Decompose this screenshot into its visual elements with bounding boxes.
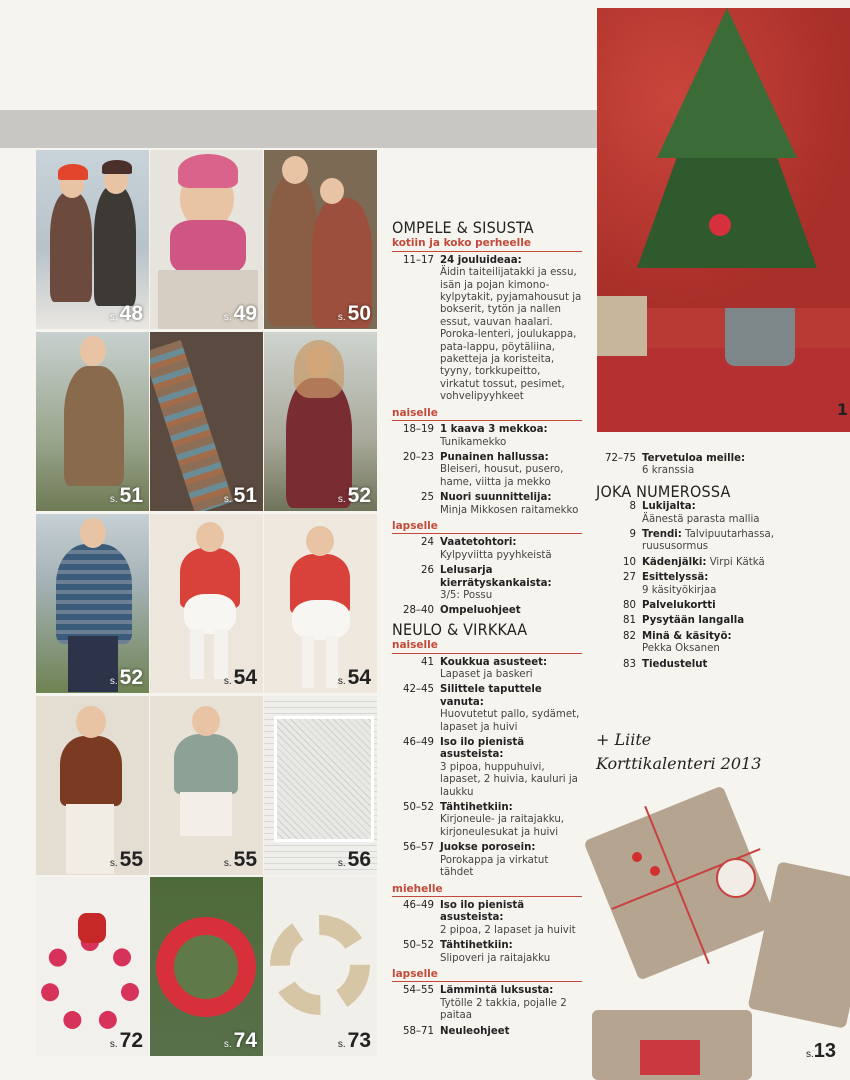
toc-entry[interactable]: 25 Nuori suunnittelija: Minja Mikkosen raitamekko <box>421 492 579 516</box>
subsection-label: lapselle <box>392 968 582 982</box>
page-label: s.48 <box>109 302 143 325</box>
toc-entry[interactable]: 46–49 Iso ilo pienistä asusteista: 3 pipoa, huppuhuivi, lapaset, 2 huivia, kauluri ja laukku <box>402 737 578 798</box>
toc-entry[interactable]: 83 Tiedustelut <box>623 658 708 670</box>
page-label: s.50 <box>337 302 371 325</box>
toc-entry[interactable]: 8 Lukijalta: Äänestä parasta mallia <box>629 501 760 525</box>
toc-column-1 <box>392 218 582 1041</box>
photo-page-label: 1 <box>836 400 848 419</box>
page-label: s.49 <box>223 302 257 325</box>
toc-entry[interactable]: 50–52 Tähtihetkiin: Slipoveri ja raitajakku <box>402 940 551 964</box>
page-label: s.54 <box>337 666 371 689</box>
subsection-label: miehelle <box>392 883 582 897</box>
page-number: s.13 <box>805 1040 836 1062</box>
toc-entry[interactable]: 58–71 Neuleohjeet <box>402 1025 510 1037</box>
toc-entry[interactable]: 82 Minä & käsityö: Pekka Oksanen <box>623 630 732 655</box>
subsection-label: naiselle <box>392 639 582 653</box>
photo-tile[interactable] <box>150 696 263 875</box>
photo-tile[interactable] <box>36 696 149 875</box>
subsection-label: lapselle <box>392 520 582 534</box>
toc-entry[interactable]: 42–45 Silittele taputtele vanuta: Huovutetut pallo, sydämet, lapaset ja huivi <box>402 684 580 733</box>
photo-tile[interactable] <box>36 877 149 1056</box>
toc-entry[interactable]: 20–23 Punainen hallussa: Bleiseri, housut, pusero, hame, viitta ja mekko <box>402 451 564 488</box>
page-label: s.51 <box>223 484 257 507</box>
toc-entry[interactable]: 24 Vaatetohtori: Kylpyviitta pyyhkeistä <box>421 537 552 561</box>
toc-entry[interactable]: 41 Koukkua asusteet: Lapaset ja baskeri <box>421 656 548 680</box>
page-label: s.54 <box>223 666 257 689</box>
page-label: s.74 <box>223 1029 257 1052</box>
christmas-tree-photo <box>597 8 850 432</box>
page-label: s.51 <box>109 484 143 507</box>
subsection-label: naiselle <box>392 407 582 421</box>
page-label: s.55 <box>223 848 257 871</box>
toc-entry[interactable]: 56–57 Juokse porosein: Porokappa ja virkatut tähdet <box>402 842 549 879</box>
toc-entry[interactable]: 50–52 Tähtihetkiin: Kirjoneule- ja raitajakku, kirjoneulesukat ja huivi <box>402 802 565 838</box>
photo-tile[interactable] <box>264 877 377 1056</box>
page-label: s.52 <box>109 666 143 689</box>
header-band <box>0 110 597 148</box>
toc-entry[interactable]: 11–17 24 jouluideaa: Äidin taiteilijatakki ja essu, isän ja pojan kimono-kylpytakit, pyjamahousut ja bokserit, tytön ja nallen essut, vauvan haalari. Poroka-lenteri, joulukappa, pata-lappu, pöytäliina, paketteja ja koristeita, tyyny, torkkupeitto, virkatut tossut, pesimet, vohvelipyyhkeet <box>402 254 582 403</box>
photo-tile[interactable] <box>150 150 263 329</box>
toc-entry[interactable]: 80 Palvelukortti <box>623 600 716 612</box>
photo-tile[interactable] <box>36 514 149 693</box>
toc-entry[interactable]: 18–19 1 kaava 3 mekkoa: Tunikamekko <box>402 424 548 448</box>
supplement-note <box>596 728 761 776</box>
page-label: s.55 <box>109 848 143 871</box>
section-title: OMPELE & SISUSTA <box>392 218 534 237</box>
toc-column-2 <box>596 453 796 674</box>
supplement-line-2: Korttikalenteri 2013 <box>596 754 762 773</box>
subsection-label: kotiin ja koko perheelle <box>392 237 582 251</box>
toc-entry[interactable]: 28–40 Ompeluohjeet <box>402 605 521 617</box>
toc-entry[interactable]: 9 Trendi: Talvipuutarhassa, ruususormus <box>629 529 775 553</box>
page-label: s.72 <box>109 1029 143 1052</box>
page-label: s.56 <box>337 848 371 871</box>
toc-entry[interactable]: 72–75 Tervetuloa meille: 6 kranssia <box>604 453 746 477</box>
photo-tile[interactable] <box>264 332 377 511</box>
photo-tile[interactable] <box>150 514 263 693</box>
toc-entry[interactable]: 26 Lelusarja kierrätyskankaista: 3/5: Possu <box>421 565 552 601</box>
toc-entry[interactable]: 27 Esittelyssä: 9 käsityökirjaa <box>623 572 717 596</box>
section-title: NEULO & VIRKKAA <box>392 619 528 639</box>
photo-grid <box>36 150 378 1055</box>
page-label: s.73 <box>337 1029 371 1052</box>
photo-tile[interactable] <box>150 332 263 511</box>
toc-entry[interactable]: 54–55 Lämmintä luksusta: Tytölle 2 takkia, pojalle 2 paitaa <box>402 985 567 1022</box>
photo-tile[interactable] <box>36 150 149 329</box>
toc-entry[interactable]: 10 Kädenjälki: Virpi Kätkä <box>623 556 765 568</box>
toc-entry[interactable]: 81 Pysytään langalla <box>623 615 745 627</box>
photo-tile[interactable] <box>264 150 377 329</box>
toc-entry[interactable]: 46–49 Iso ilo pienistä asusteista: 2 pipoa, 2 lapaset ja huivit <box>402 899 576 936</box>
supplement-line-1: + Liite <box>596 730 652 749</box>
section-title: JOKA NUMEROSSA <box>596 481 731 501</box>
photo-tile[interactable] <box>150 877 263 1056</box>
photo-tile[interactable] <box>36 332 149 511</box>
photo-tile[interactable] <box>264 514 377 693</box>
page-label: s.52 <box>337 484 371 507</box>
photo-tile[interactable] <box>264 696 377 875</box>
